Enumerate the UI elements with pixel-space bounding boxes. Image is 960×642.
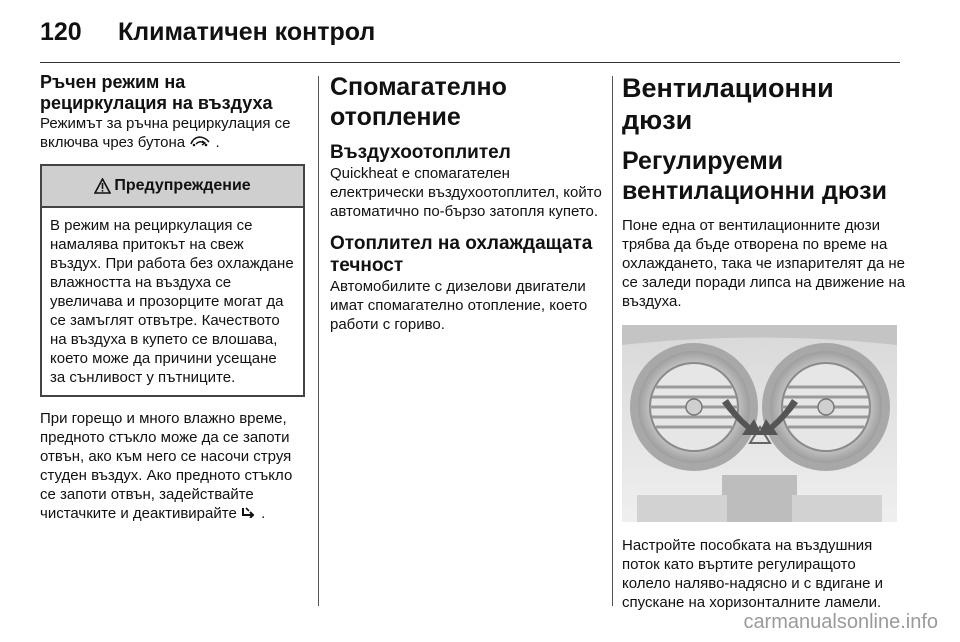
page-number: 120 xyxy=(40,18,82,46)
left-vent-graphic xyxy=(630,343,758,471)
column-divider-1 xyxy=(318,76,319,606)
header-rule xyxy=(40,62,900,63)
right-vent-graphic xyxy=(762,343,890,471)
recirculation-symbol-icon xyxy=(241,505,261,522)
recirculation-car-icon xyxy=(189,134,215,151)
warning-text: В режим на рециркулация се намалява притокът на свеж въздух. При работа без охлаждане влажността на въздуха се увеличава и прозорците могат да се замъглят отвътре. Качеството на въздуха в купето се влошава, което може да причини усещане за сънливост у пътниците. xyxy=(50,217,294,386)
column-divider-2 xyxy=(612,76,613,606)
recirculation-intro: Режимът за ръчна рециркулация се включва чрез бутона . xyxy=(40,115,291,151)
warning-triangle-icon xyxy=(94,178,111,194)
column-left xyxy=(40,72,305,523)
subheading-air-heater: Въздухоотоплител xyxy=(330,142,511,163)
subheading-coolant-heater: Отоплител на охлаждащата течност xyxy=(330,233,593,276)
section-heading-air-vents: Вентилационни дюзи xyxy=(622,73,834,135)
vents-text-1: Поне една от вентилационните дюзи трябва да бъде отворена по време на охлаждането, така че изпарителят да не се заледи поради липса на движение на въздуха. xyxy=(622,217,906,310)
coolant-heater-text: Автомобилите с дизелови двигатели имат спомагателно отопление, което работи с гориво. xyxy=(330,278,588,333)
page-title: Климатичен контрол xyxy=(118,18,376,46)
air-vents-illustration xyxy=(622,325,897,522)
warning-box xyxy=(40,164,305,397)
warning-header xyxy=(42,166,303,208)
air-heater-text: Quickheat е спомагателен електрически въздухоотоплител, който автоматично по-бързо затопля купето. xyxy=(330,165,602,220)
vents-text-2: Настройте пособката на въздушния поток като въртите регулиращото колело наляво-надясно и с вдигане и спускане на хоризонталните ламели. xyxy=(622,537,884,611)
watermark: carmanualsonline.info xyxy=(743,611,938,633)
column-middle xyxy=(330,72,602,334)
section-heading-recirculation: Ръчен режим на рециркулация на въздуха xyxy=(40,72,273,113)
warning-title: Предупреждение xyxy=(114,177,251,194)
subheading-adjustable-vents: Регулируеми вентилационни дюзи xyxy=(622,147,887,205)
column-right xyxy=(622,72,907,612)
fogging-paragraph: При горещо и много влажно време, предното стъкло може да се запоти отвън, ако към него се насочи струя студен въздух. Ако предното стъкло се запоти отвън, задействайте чистачките и деактивирайте . xyxy=(40,410,293,522)
section-heading-aux-heating: Спомагателно отопление xyxy=(330,73,507,131)
